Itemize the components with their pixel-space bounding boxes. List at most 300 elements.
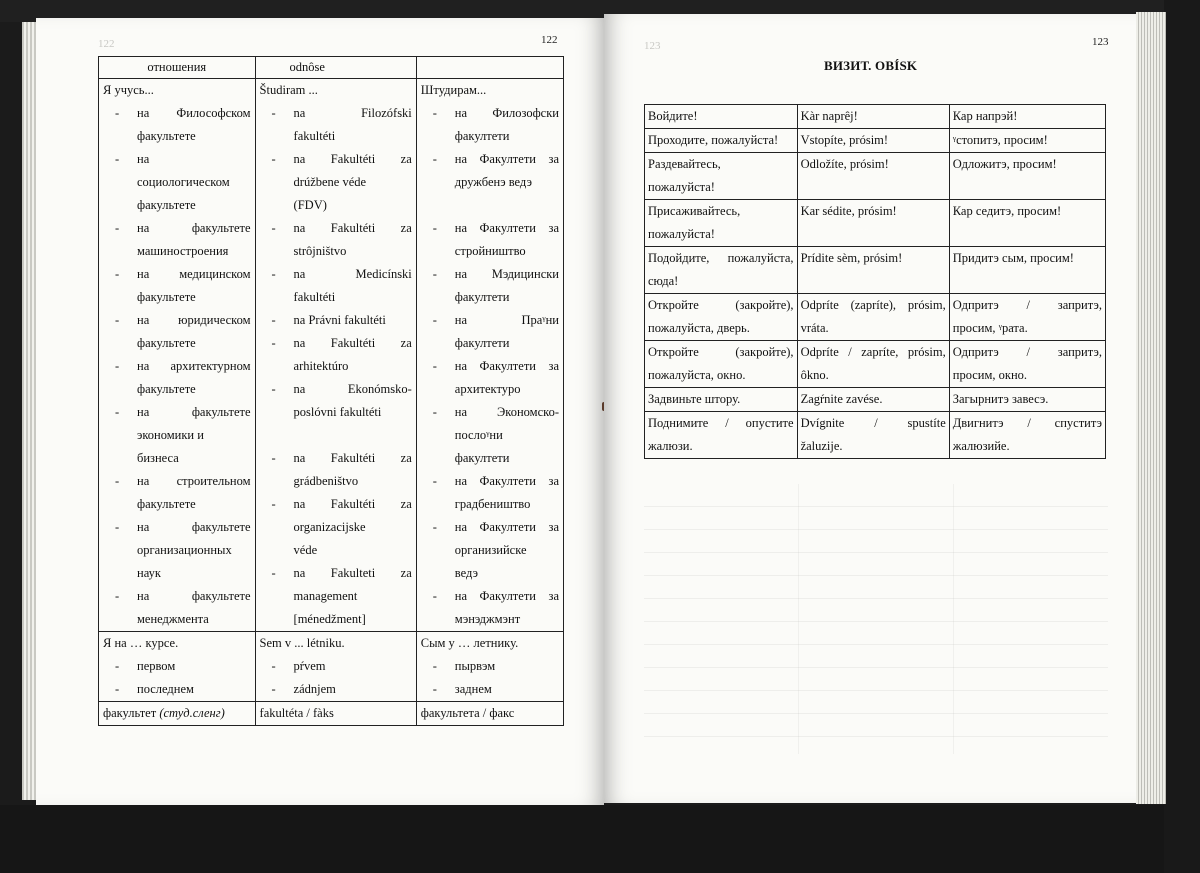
text-line: пожалуйста! xyxy=(648,180,715,194)
text-line: ôkno. xyxy=(800,368,829,382)
text-line: Проходите, пожалуйста! xyxy=(648,133,779,147)
list-item-text xyxy=(445,263,559,309)
phrase-cell-sl xyxy=(797,341,949,388)
text-line: мэнэджмэнт xyxy=(454,612,521,626)
text-line: наук xyxy=(137,566,161,580)
phrase-cell-ru xyxy=(645,294,798,341)
text-line: архитектуро xyxy=(454,382,521,396)
text-line: na Filozófski xyxy=(293,106,412,120)
text-line: факультете xyxy=(137,382,196,396)
phrase-cell-sl xyxy=(797,294,949,341)
text-line: на Факултети за xyxy=(454,520,559,534)
bleed-through-texture xyxy=(644,484,1108,754)
list-item-text xyxy=(445,678,559,701)
text-line: на Факултети за xyxy=(454,359,559,373)
list-item xyxy=(421,148,559,194)
text-line: Одпритэ / запритэ, xyxy=(952,345,1102,359)
text-line: Откройте (закройте), xyxy=(648,298,794,312)
list-item-text xyxy=(445,217,559,263)
list-item xyxy=(421,470,559,516)
text-line: факультете xyxy=(137,198,196,212)
list-item xyxy=(103,263,251,309)
phrase-cell-ru xyxy=(645,153,798,200)
list-item-text xyxy=(284,678,412,701)
list-item-text xyxy=(284,102,412,148)
text-line: Кар напрэй! xyxy=(952,109,1018,123)
list-item xyxy=(103,585,251,631)
text-line: Dvígnite / spustíte xyxy=(800,416,946,430)
phrase-cell-tr xyxy=(949,247,1105,294)
list-item xyxy=(421,516,559,585)
text-line: пожалуйста, дверь. xyxy=(648,321,750,335)
text-line: Odpríte / zapríte, prósim, xyxy=(800,345,946,359)
text-line: Prídite sèm, prósim! xyxy=(800,251,903,265)
text-line: na Medicínski xyxy=(293,267,412,281)
list-item-text xyxy=(284,148,412,217)
text-line: organizacijske xyxy=(293,520,366,534)
list-item-text xyxy=(127,355,251,401)
text-line: факултети xyxy=(454,336,510,350)
bullet-dash: - xyxy=(115,106,120,120)
text-line: Одложитэ, просим! xyxy=(952,157,1057,171)
list-item xyxy=(421,309,559,355)
text-line: na Fakulteti za xyxy=(293,566,412,580)
text-line: заднем xyxy=(454,682,492,696)
list-item xyxy=(260,148,412,217)
cell-heading: Штудирам... xyxy=(420,83,487,97)
text-line: fakultéti xyxy=(293,129,336,143)
bullet-dash: - xyxy=(271,382,276,396)
list-item xyxy=(421,102,559,148)
text-line: факультете xyxy=(137,290,196,304)
text-line: жалюзийе. xyxy=(952,439,1010,453)
book-page-edges xyxy=(1136,12,1166,804)
list-item xyxy=(260,493,412,562)
text-line: просим, окно. xyxy=(952,368,1028,382)
phrase-row xyxy=(645,294,1106,341)
text-line: на Факултети за xyxy=(454,221,559,235)
phrase-cell-sl xyxy=(797,105,949,129)
list-item xyxy=(103,102,251,148)
table-cell xyxy=(99,632,256,702)
bullet-dash xyxy=(260,424,284,447)
scan-background-right xyxy=(1164,0,1200,873)
text-line: на факультете xyxy=(137,589,251,603)
bullet-dash: - xyxy=(432,106,437,120)
text-line: на Экономско- xyxy=(454,405,559,419)
text-line: pŕvem xyxy=(293,659,326,673)
phrase-cell-tr xyxy=(949,294,1105,341)
text-line: vráta. xyxy=(800,321,829,335)
list-item xyxy=(103,401,251,470)
list-item xyxy=(103,309,251,355)
list-item xyxy=(421,263,559,309)
list-item-text xyxy=(445,194,559,217)
right-page xyxy=(604,14,1136,803)
text-line: Войдите! xyxy=(648,109,698,123)
header-cell: отношения xyxy=(99,57,256,79)
list-item-text xyxy=(127,516,251,585)
text-line: факултети xyxy=(454,451,510,465)
list-item-text xyxy=(284,562,412,631)
list-item xyxy=(103,516,251,585)
cell-heading: Сым у … летнику. xyxy=(420,636,519,650)
bullet-dash: - xyxy=(115,405,120,419)
text-line: на Философском xyxy=(137,106,251,120)
phrase-cell-ru xyxy=(645,412,798,459)
phrase-cell-sl xyxy=(797,388,949,412)
list-item-text xyxy=(127,470,251,516)
footer-cell: fakultéta / fàks xyxy=(255,702,416,726)
bullet-dash: - xyxy=(432,659,437,673)
scan-background-bottom xyxy=(0,805,1200,873)
list-item-text xyxy=(445,102,559,148)
phrase-cell-sl xyxy=(797,129,949,153)
list-item-text xyxy=(445,355,559,401)
text-line: (FDV) xyxy=(293,198,327,212)
list-item xyxy=(260,217,412,263)
text-line: факультете xyxy=(137,129,196,143)
phrase-cell-ru xyxy=(645,247,798,294)
text-line: management xyxy=(293,589,358,603)
bullet-dash: - xyxy=(115,221,120,235)
text-line: Vstopíte, prósim! xyxy=(800,133,889,147)
list-item-text xyxy=(284,655,412,678)
phrase-row xyxy=(645,388,1106,412)
table-cell xyxy=(416,632,563,702)
section-title: ВИЗИТ. OBÍSK xyxy=(824,58,918,73)
text-line: fakultéti xyxy=(293,290,336,304)
text-line: на строительном xyxy=(137,474,251,488)
text-line: arhitektúro xyxy=(293,359,349,373)
text-line: пырвэм xyxy=(454,659,496,673)
list-item-text xyxy=(127,678,251,701)
phrase-row xyxy=(645,153,1106,200)
text-line: Придитэ сым, просим! xyxy=(952,251,1074,265)
footer-note: (студ.сленг) xyxy=(159,706,225,720)
text-line: на Праᵞни xyxy=(454,313,559,327)
visit-phrases-table xyxy=(644,104,1106,459)
list-item-text xyxy=(445,401,559,470)
bullet-dash: - xyxy=(432,589,437,603)
phrase-row xyxy=(645,105,1106,129)
text-line xyxy=(294,424,412,447)
table-cell xyxy=(99,79,256,632)
text-line: Поднимите / опустите xyxy=(648,416,794,430)
phrase-cell-ru xyxy=(645,105,798,129)
text-line: ведэ xyxy=(454,566,479,580)
list-item-text xyxy=(284,424,412,447)
list-item xyxy=(260,655,412,678)
page-number-right: 123 xyxy=(1092,36,1109,48)
text-line: организийске xyxy=(454,543,527,557)
phrase-cell-ru xyxy=(645,388,798,412)
text-line: Odpríte (zapríte), prósim, xyxy=(800,298,946,312)
footer-cell xyxy=(99,702,256,726)
text-line: Kar sédite, prósim! xyxy=(800,204,897,218)
list-item-text xyxy=(127,585,251,631)
phrase-row xyxy=(645,412,1106,459)
text-line: Одпритэ / запритэ, xyxy=(952,298,1102,312)
text-line xyxy=(455,194,559,217)
text-line: na Ekonómsko- xyxy=(293,382,412,396)
table-row xyxy=(99,79,564,632)
bullet-dash: - xyxy=(271,566,276,580)
list-item-text xyxy=(284,332,412,378)
text-line: социологическом xyxy=(137,175,230,189)
list-item xyxy=(421,585,559,631)
list-item-text xyxy=(284,309,412,332)
cell-heading: Študiram ... xyxy=(259,83,318,97)
phrase-cell-ru xyxy=(645,200,798,247)
list-item-text xyxy=(127,401,251,470)
list-item-text xyxy=(445,470,559,516)
text-line: na Právni fakultéti xyxy=(293,313,386,327)
text-line: на архитектурном xyxy=(137,359,251,373)
list-item-text xyxy=(284,217,412,263)
list-item-text xyxy=(127,148,251,217)
bullet-dash: - xyxy=(271,106,276,120)
bullet-dash: - xyxy=(115,589,120,603)
bullet-dash: - xyxy=(432,221,437,235)
list-item xyxy=(103,655,251,678)
bullet-dash: - xyxy=(432,313,437,327)
text-line: [ménedžment] xyxy=(293,612,366,626)
text-line: на Мэдицински xyxy=(454,267,559,281)
list-item-text xyxy=(127,263,251,309)
text-line: пожалуйста, окно. xyxy=(648,368,746,382)
list-item xyxy=(260,378,412,424)
list-item xyxy=(421,678,559,701)
text-line: Загырнитэ завесэ. xyxy=(952,392,1049,406)
list-item xyxy=(421,194,559,217)
text-line: zádnjem xyxy=(293,682,336,696)
text-line: жалюзи. xyxy=(648,439,693,453)
text-line: na Fakultéti za xyxy=(293,451,412,465)
list-item xyxy=(260,332,412,378)
list-item xyxy=(421,355,559,401)
phrase-row xyxy=(645,341,1106,388)
list-item-text xyxy=(445,148,559,194)
bullet-dash: - xyxy=(115,659,120,673)
text-line: первом xyxy=(137,659,176,673)
text-line: Zagŕnite zavése. xyxy=(800,392,883,406)
text-line: drúžbene véde xyxy=(293,175,367,189)
list-item xyxy=(260,678,412,701)
list-item xyxy=(103,217,251,263)
phrase-cell-tr xyxy=(949,412,1105,459)
text-line: на xyxy=(137,152,150,166)
bullet-dash: - xyxy=(432,267,437,281)
text-line: на Факултети за xyxy=(454,589,559,603)
list-item xyxy=(260,562,412,631)
phrase-cell-tr xyxy=(949,105,1105,129)
table-cell xyxy=(255,632,416,702)
list-item xyxy=(260,424,412,447)
text-line: na Fakultéti za xyxy=(293,152,412,166)
list-item-text xyxy=(127,217,251,263)
text-line: na Fakultéti za xyxy=(293,336,412,350)
list-item-text xyxy=(445,516,559,585)
list-item-text xyxy=(284,263,412,309)
bullet-dash: - xyxy=(271,267,276,281)
text-line: факультете xyxy=(137,497,196,511)
text-line: na Fakultéti za xyxy=(293,221,412,235)
table-footer-row xyxy=(99,702,564,726)
page-number-left: 122 xyxy=(541,34,558,46)
table-row xyxy=(99,632,564,702)
text-line: факултети xyxy=(454,290,510,304)
text-line: na Fakultéti za xyxy=(293,497,412,511)
list-item xyxy=(103,148,251,217)
list-item-text xyxy=(127,102,251,148)
table-cell xyxy=(255,79,416,632)
text-line: просим, ᵞрата. xyxy=(952,321,1028,335)
list-item xyxy=(421,401,559,470)
bullet-dash: - xyxy=(432,520,437,534)
text-line: Kàr naprêj! xyxy=(800,109,858,123)
text-line: факультете xyxy=(137,336,196,350)
footer-cell: факультета / факс xyxy=(416,702,563,726)
text-line: на факультете xyxy=(137,405,251,419)
list-item xyxy=(260,102,412,148)
text-line: менеджмента xyxy=(137,612,209,626)
bullet-dash: - xyxy=(432,152,437,166)
table-cell xyxy=(416,79,563,632)
text-line: организационных xyxy=(137,543,232,557)
text-line: экономики и xyxy=(137,428,204,442)
phrase-row xyxy=(645,129,1106,153)
list-item-text xyxy=(445,309,559,355)
text-line: факултети xyxy=(454,129,510,143)
text-line: последнем xyxy=(137,682,194,696)
list-item xyxy=(260,309,412,332)
phrase-cell-tr xyxy=(949,153,1105,200)
bullet-dash: - xyxy=(432,682,437,696)
text-line: послоᵞни xyxy=(454,428,503,442)
bullet-dash: - xyxy=(115,152,120,166)
text-line: Раздевайтесь, xyxy=(648,157,721,171)
phrase-cell-sl xyxy=(797,412,949,459)
phrase-cell-tr xyxy=(949,129,1105,153)
text-line: Присаживайтесь, xyxy=(648,204,741,218)
text-line: машиностроения xyxy=(137,244,229,258)
bullet-dash: - xyxy=(271,221,276,235)
text-line: véde xyxy=(293,543,318,557)
list-item-text xyxy=(127,655,251,678)
bullet-dash: - xyxy=(432,474,437,488)
text-line: на юридическом xyxy=(137,313,251,327)
text-line: Двигнитэ / спуститэ xyxy=(952,416,1102,430)
bullet-dash: - xyxy=(115,520,120,534)
phrase-row xyxy=(645,247,1106,294)
bullet-dash: - xyxy=(432,359,437,373)
text-line: grádbeništvo xyxy=(293,474,359,488)
text-line: strôjništvo xyxy=(293,244,347,258)
header-cell xyxy=(416,57,563,79)
list-item xyxy=(260,263,412,309)
text-line: Задвиньте штору. xyxy=(648,392,741,406)
list-item xyxy=(421,655,559,678)
text-line: сюда! xyxy=(648,274,679,288)
text-line: Odložíte, prósim! xyxy=(800,157,889,171)
phrase-cell-sl xyxy=(797,200,949,247)
list-item-text xyxy=(284,447,412,493)
list-item-text xyxy=(284,493,412,562)
phrase-cell-sl xyxy=(797,247,949,294)
ghost-page-number: 123 xyxy=(644,40,661,52)
bullet-dash: - xyxy=(115,359,120,373)
text-line: на Факултети за xyxy=(454,152,559,166)
cell-heading: Я на … курсе. xyxy=(103,636,179,650)
bullet-dash: - xyxy=(271,451,276,465)
list-item-text xyxy=(445,655,559,678)
text-line: на медицинском xyxy=(137,267,251,281)
table-header-row xyxy=(99,57,564,79)
phrase-cell-sl xyxy=(797,153,949,200)
phrase-row xyxy=(645,200,1106,247)
text-line: на Факултети за xyxy=(454,474,559,488)
bullet-dash: - xyxy=(271,152,276,166)
text-line: на факультете xyxy=(137,520,251,534)
list-item-text xyxy=(445,585,559,631)
faculty-table xyxy=(98,56,564,726)
text-line: стройништво xyxy=(454,244,526,258)
cell-heading: Sem v ... létniku. xyxy=(259,636,345,650)
text-line: градбеништво xyxy=(454,497,531,511)
text-line: на Филозофски xyxy=(454,106,559,120)
bullet-dash: - xyxy=(271,497,276,511)
bullet-dash: - xyxy=(115,267,120,281)
phrase-cell-ru xyxy=(645,129,798,153)
text-line: на факультете xyxy=(137,221,251,235)
bullet-dash xyxy=(421,194,445,217)
footer-term: факультет xyxy=(103,706,157,720)
text-line: Подойдите, пожалуйста, xyxy=(648,251,794,265)
list-item xyxy=(260,447,412,493)
text-line: Откройте (закройте), xyxy=(648,345,794,359)
text-line: пожалуйста! xyxy=(648,227,715,241)
text-line: žaluzije. xyxy=(800,439,843,453)
list-item xyxy=(103,678,251,701)
list-item-text xyxy=(127,309,251,355)
list-item-text xyxy=(284,378,412,424)
bullet-dash: - xyxy=(432,405,437,419)
list-item xyxy=(103,355,251,401)
text-line: ᵞстопитэ, просим! xyxy=(952,133,1048,147)
bullet-dash: - xyxy=(271,336,276,350)
bullet-dash: - xyxy=(271,659,276,673)
list-item xyxy=(103,470,251,516)
phrase-cell-tr xyxy=(949,388,1105,412)
bullet-dash: - xyxy=(115,474,120,488)
cell-heading: Я учусь... xyxy=(103,83,154,97)
ghost-page-number: 122 xyxy=(98,38,115,50)
phrase-cell-ru xyxy=(645,341,798,388)
bullet-dash: - xyxy=(115,313,120,327)
text-line: бизнеса xyxy=(137,451,179,465)
left-page xyxy=(36,18,604,805)
text-line: poslóvni fakultéti xyxy=(293,405,382,419)
phrase-cell-tr xyxy=(949,341,1105,388)
list-item xyxy=(421,217,559,263)
text-line: Кар седитэ, просим! xyxy=(952,204,1062,218)
bullet-dash: - xyxy=(271,682,276,696)
header-cell: odnôse xyxy=(255,57,416,79)
text-line: дружбенэ ведэ xyxy=(454,175,532,189)
phrase-cell-tr xyxy=(949,200,1105,247)
bullet-dash: - xyxy=(115,682,120,696)
